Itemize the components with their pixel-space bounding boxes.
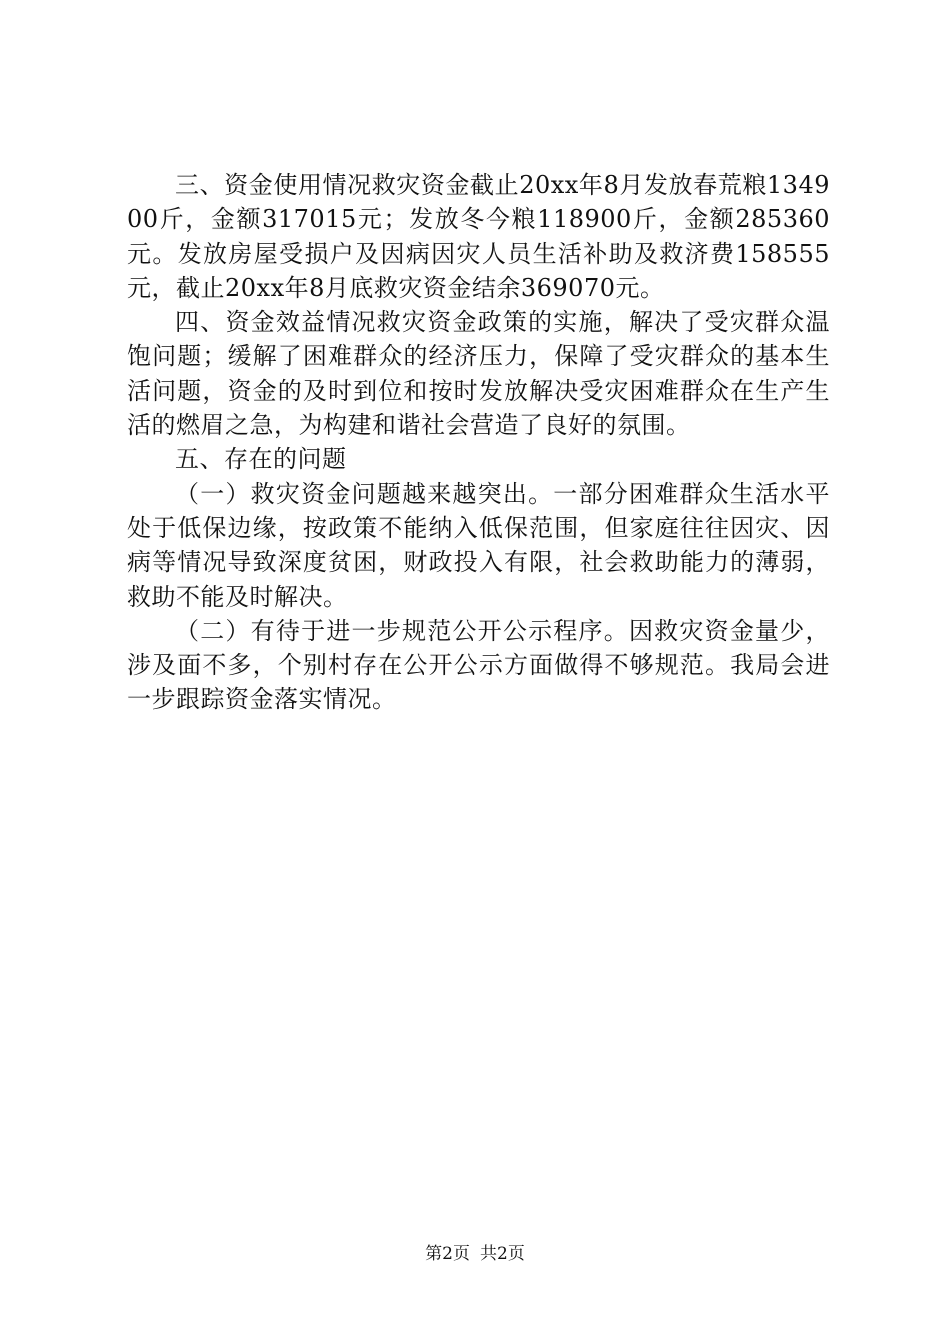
paragraph-problem-2: （二）有待于进一步规范公开公示程序。因救灾资金量少，涉及面不多，个别村存在公开公示方面做得不够规范。我局会进一步跟踪资金落实情况。 — [127, 616, 830, 714]
page-total: 共2页 — [480, 1244, 525, 1264]
page-footer — [0, 1243, 950, 1265]
section-heading-problems: 五、存在的问题 — [175, 445, 347, 474]
page-number: 第2页 — [425, 1244, 470, 1264]
paragraph-section-3: 三、资金使用情况救灾资金截止20xx年8月发放春荒粮134900斤，金额317015元；发放冬今粮118900斤，金额285360元。发放房屋受损户及因病因灾人员生活补助及救济费158555元，截止20xx年8月底救灾资金结余369070元。 — [127, 171, 830, 302]
document-body — [127, 168, 830, 717]
paragraph-problem-1: （一）救灾资金问题越来越突出。一部分困难群众生活水平处于低保边缘，按政策不能纳入低保范围，但家庭往往因灾、因病等情况导致深度贫困，财政投入有限，社会救助能力的薄弱，救助不能及时解决。 — [127, 479, 830, 611]
paragraph-section-4: 四、资金效益情况救灾资金政策的实施，解决了受灾群众温饱问题；缓解了困难群众的经济压力，保障了受灾群众的基本生活问题，资金的及时到位和按时发放解决受灾困难群众在生产生活的燃眉之急，为构建和谐社会营造了良好的氛围。 — [127, 308, 830, 440]
